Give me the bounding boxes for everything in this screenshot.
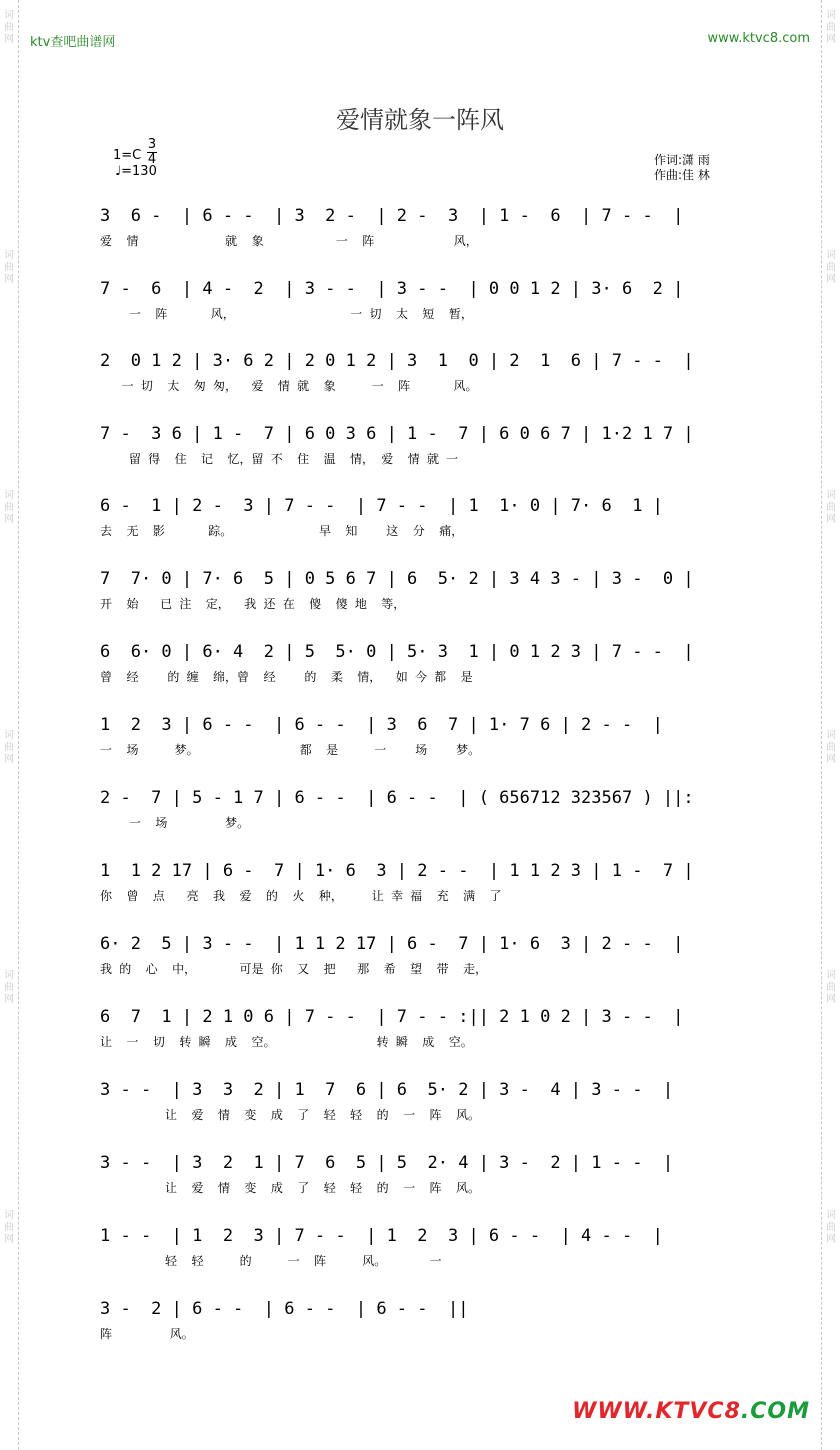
score-row — [0, 855, 840, 915]
notes-line: 1 2 3 | 6 - - | 6 - - | 3 6 7 | 1· 7 6 | 2 - - | — [100, 715, 663, 735]
lyrics-line: 留 得 住 记 忆，留 不 住 温 情， 爱 情 就 一 — [100, 452, 459, 466]
score-row — [0, 709, 840, 769]
notes-line: 3 - 2 | 6 - - | 6 - - | 6 - - || — [100, 1299, 469, 1319]
notes-line: 7 7· 0 | 7· 6 5 | 0 5 6 7 | 6 5· 2 | 3 4 3 - | 3 - 0 | — [100, 569, 694, 589]
key-signature: 1=C — [113, 148, 142, 163]
score-row — [0, 1147, 840, 1207]
notes-line: 3 - - | 3 3 2 | 1 7 6 | 6 5· 2 | 3 - 4 | 3 - - | — [100, 1080, 674, 1100]
site-name-link[interactable]: ktv查吧曲谱网 — [30, 35, 116, 50]
lyrics-line: 让 爱 情 变 成 了 轻 轻 的 一 阵 风。 — [100, 1181, 480, 1195]
lyrics-line: 让 爱 情 变 成 了 轻 轻 的 一 阵 风。 — [100, 1108, 480, 1122]
lyrics-line: 我 的 心 中， 可是 你 又 把 那 希 望 带 走， — [100, 962, 488, 976]
score-row — [0, 273, 840, 333]
watermark-text: 词 曲 网 — [826, 970, 836, 1005]
lyricist: 作词:潇 雨 — [654, 153, 710, 167]
watermark-text: 词 曲 网 — [826, 490, 836, 525]
score-row — [0, 490, 840, 550]
notes-line: 6 - 1 | 2 - 3 | 7 - - | 7 - - | 1 1· 0 | 7· 6 1 | — [100, 496, 663, 516]
footer-logo — [572, 1399, 810, 1424]
lyrics-line: 一 场 梦。 — [100, 816, 250, 830]
lyrics-line: 轻 轻 的 一 阵 风。 一 — [100, 1254, 442, 1268]
notes-line: 7 - 6 | 4 - 2 | 3 - - | 3 - - | 0 0 1 2 | 3· 6 2 | — [100, 279, 684, 299]
score-row — [0, 418, 840, 478]
composer: 作曲:佳 林 — [654, 168, 710, 182]
credits — [654, 153, 710, 183]
notes-line: 2 - 7 | 5 - 1 7 | 6 - - | 6 - - | ( 656712 323567 ) ||: — [100, 788, 694, 808]
logo-www: WWW. — [572, 1399, 656, 1424]
watermark-text: 词 曲 网 — [826, 1210, 836, 1245]
watermark-text: 词 曲 网 — [4, 10, 14, 45]
score-row — [0, 345, 840, 405]
tempo-mark: ♩=130 — [115, 164, 157, 179]
lyrics-line: 你 曾 点 亮 我 爱 的 火 种， 让 幸 福 充 满 了 — [100, 889, 502, 903]
notes-line: 3 - - | 3 2 1 | 7 6 5 | 5 2· 4 | 3 - 2 | 1 - - | — [100, 1153, 674, 1173]
lyrics-line: 一 阵 风， 一 切 太 短 暂， — [100, 307, 473, 321]
notes-line: 1 - - | 1 2 3 | 7 - - | 1 2 3 | 6 - - | 4 - - | — [100, 1226, 663, 1246]
meter-bottom: 4 — [147, 152, 157, 167]
lyrics-line: 曾 经 的 缠 绵，曾 经 的 柔 情， 如 今 都 是 — [100, 670, 473, 684]
time-signature — [147, 138, 157, 167]
notes-line: 1 1 2 17 | 6 - 7 | 1· 6 3 | 2 - - | 1 1 2 3 | 1 - 7 | — [100, 861, 694, 881]
score-row — [0, 1001, 840, 1061]
watermark-text: 词 曲 网 — [4, 1210, 14, 1245]
lyrics-line: 一 切 太 匆 匆， 爱 情 就 象 一 阵 风。 — [100, 379, 478, 393]
score-row — [0, 1220, 840, 1280]
watermark-text: 词 曲 网 — [4, 970, 14, 1005]
notes-line: 6· 2 5 | 3 - - | 1 1 2 17 | 6 - 7 | 1· 6 3 | 2 - - | — [100, 934, 684, 954]
score-row — [0, 200, 840, 260]
lyrics-line: 阵 风。 — [100, 1327, 194, 1341]
watermark-text: 词 曲 网 — [826, 10, 836, 45]
notes-line: 6 7 1 | 2 1 0 6 | 7 - - | 7 - - :|| 2 1 0 2 | 3 - - | — [100, 1007, 684, 1027]
score-row — [0, 636, 840, 696]
site-url-link[interactable]: www.ktvc8.com — [707, 31, 810, 46]
song-title: 爱情就象一阵风 — [336, 106, 504, 134]
watermark-text: 词 曲 网 — [826, 250, 836, 285]
lyrics-line: 去 无 影 踪。 早 知 这 分 痛， — [100, 524, 464, 538]
watermark-text: 词 曲 网 — [826, 730, 836, 765]
score-row — [0, 1293, 840, 1353]
score-row — [0, 928, 840, 988]
logo-com: .COM — [740, 1399, 810, 1424]
lyrics-line: 开 始 已 注 定， 我 还 在 傻 傻 地 等， — [100, 597, 406, 611]
score-row — [0, 1074, 840, 1134]
meter-top: 3 — [147, 137, 157, 152]
watermark-text: 词 曲 网 — [4, 730, 14, 765]
logo-ktvc8: KTVC8 — [655, 1399, 741, 1424]
watermark-text: 词 曲 网 — [4, 250, 14, 285]
notes-line: 6 6· 0 | 6· 4 2 | 5 5· 0 | 5· 3 1 | 0 1 2 3 | 7 - - | — [100, 642, 694, 662]
lyrics-line: 一 场 梦。 都 是 一 场 梦。 — [100, 743, 481, 757]
notes-line: 2 0 1 2 | 3· 6 2 | 2 0 1 2 | 3 1 0 | 2 1 6 | 7 - - | — [100, 351, 694, 371]
notes-line: 3 6 - | 6 - - | 3 2 - | 2 - 3 | 1 - 6 | 7 - - | — [100, 206, 684, 226]
score-row — [0, 782, 840, 842]
lyrics-line: 爱 情 就 象 一 阵 风， — [100, 234, 478, 248]
watermark-text: 词 曲 网 — [4, 490, 14, 525]
notes-line: 7 - 3 6 | 1 - 7 | 6 0 3 6 | 1 - 7 | 6 0 6 7 | 1·2 1 7 | — [100, 424, 694, 444]
score-row — [0, 563, 840, 623]
lyrics-line: 让 一 切 转 瞬 成 空。 转 瞬 成 空。 — [100, 1035, 473, 1049]
